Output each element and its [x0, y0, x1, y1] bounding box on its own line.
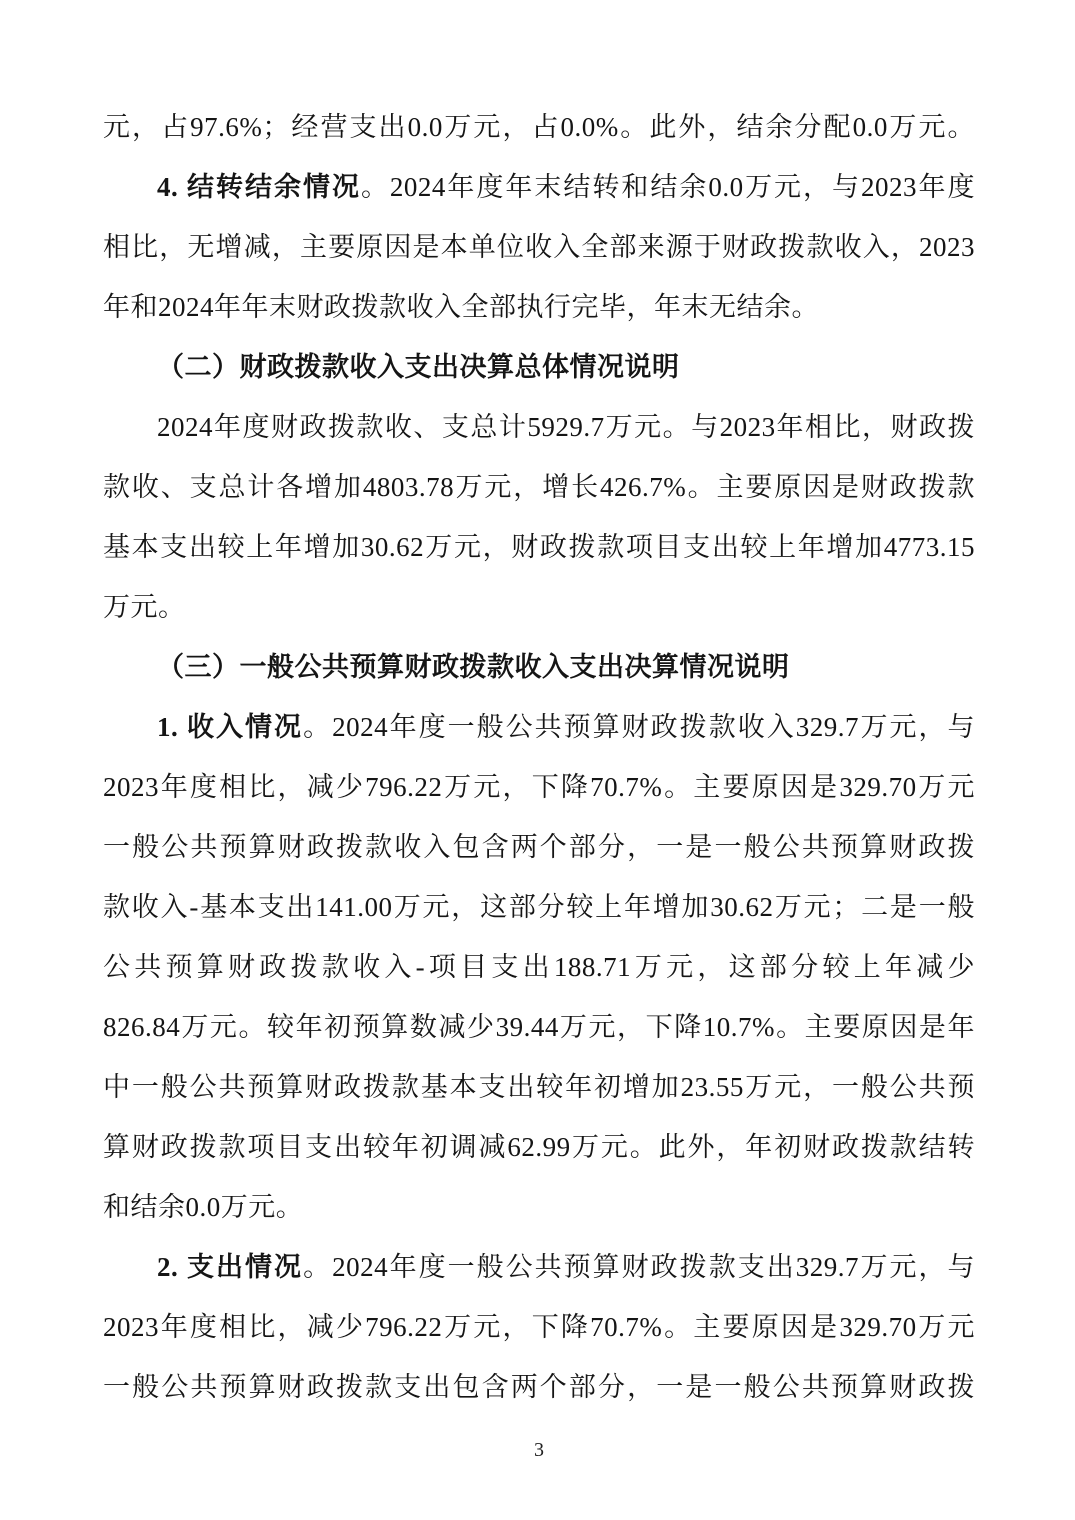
- text-line: [103, 337, 975, 397]
- text-segment: 。2024年度一般公共预算财政拨款收入329.7万元，与: [303, 712, 975, 742]
- text-segment: 万元。: [103, 592, 186, 622]
- heading-segment: （二）财政拨款收入支出决算总体情况说明: [157, 352, 680, 382]
- text-segment: 中一般公共预算财政拨款基本支出较年初增加23.55万元，一般公共预: [103, 1072, 975, 1102]
- text-segment: 2024年度财政拨款收、支总计5929.7万元。与2023年相比，财政拨: [157, 412, 975, 442]
- text-line: [103, 517, 975, 577]
- text-segment: 826.84万元。较年初预算数减少39.44万元，下降10.7%。主要原因是年: [103, 1012, 975, 1042]
- heading-segment: 1. 收入情况: [157, 712, 304, 742]
- text-segment: 一般公共预算财政拨款收入包含两个部分，一是一般公共预算财政拨: [103, 832, 975, 862]
- text-segment: 年和2024年年末财政拨款收入全部执行完毕，年末无结余。: [103, 292, 819, 322]
- text-line: [103, 937, 975, 997]
- text-line: [103, 577, 975, 637]
- text-segment: 算财政拨款项目支出较年初调减62.99万元。此外，年初财政拨款结转: [103, 1132, 975, 1162]
- text-segment: 2023年度相比，减少796.22万元，下降70.7%。主要原因是329.70万元: [103, 772, 975, 802]
- text-segment: 一般公共预算财政拨款支出包含两个部分，一是一般公共预算财政拨: [103, 1372, 975, 1402]
- text-line: [103, 397, 975, 457]
- heading-segment: 4. 结转结余情况: [157, 172, 361, 202]
- text-line: [103, 157, 975, 217]
- text-line: [103, 1297, 975, 1357]
- text-line: [103, 697, 975, 757]
- text-segment: 和结余0.0万元。: [103, 1192, 304, 1222]
- heading-segment: （三）一般公共预算财政拨款收入支出决算情况说明: [157, 652, 790, 682]
- text-line: [103, 1117, 975, 1177]
- text-line: [103, 817, 975, 877]
- text-line: [103, 1057, 975, 1117]
- text-line: [103, 1177, 975, 1237]
- text-segment: 公共预算财政拨款收入-项目支出188.71万元，这部分较上年减少: [103, 952, 975, 982]
- text-segment: 款收入-基本支出141.00万元，这部分较上年增加30.62万元；二是一般: [103, 892, 975, 922]
- text-segment: 。2024年度年末结转和结余0.0万元，与2023年度: [360, 172, 975, 202]
- text-line: [103, 457, 975, 517]
- text-segment: 2023年度相比，减少796.22万元，下降70.7%。主要原因是329.70万元: [103, 1312, 975, 1342]
- text-line: [103, 1357, 975, 1417]
- text-line: [103, 637, 975, 697]
- text-line: [103, 217, 975, 277]
- page-number: 3: [534, 1439, 544, 1461]
- text-lines: [103, 97, 975, 1417]
- text-line: [103, 757, 975, 817]
- text-line: [103, 997, 975, 1057]
- text-segment: 。2024年度一般公共预算财政拨款支出329.7万元，与: [303, 1252, 975, 1282]
- text-line: [103, 1237, 975, 1297]
- text-line: [103, 277, 975, 337]
- text-line: [103, 97, 975, 157]
- text-line: [103, 877, 975, 937]
- heading-segment: 2. 支出情况: [157, 1252, 304, 1282]
- page-footer: [103, 1435, 975, 1465]
- text-segment: 相比，无增减，主要原因是本单位收入全部来源于财政拨款收入，2023: [103, 232, 975, 262]
- text-segment: 基本支出较上年增加30.62万元，财政拨款项目支出较上年增加4773.15: [103, 532, 975, 562]
- text-segment: 元，占97.6%；经营支出0.0万元，占0.0%。此外，结余分配0.0万元。: [103, 112, 975, 142]
- text-segment: 款收、支总计各增加4803.78万元，增长426.7%。主要原因是财政拨款: [103, 472, 975, 502]
